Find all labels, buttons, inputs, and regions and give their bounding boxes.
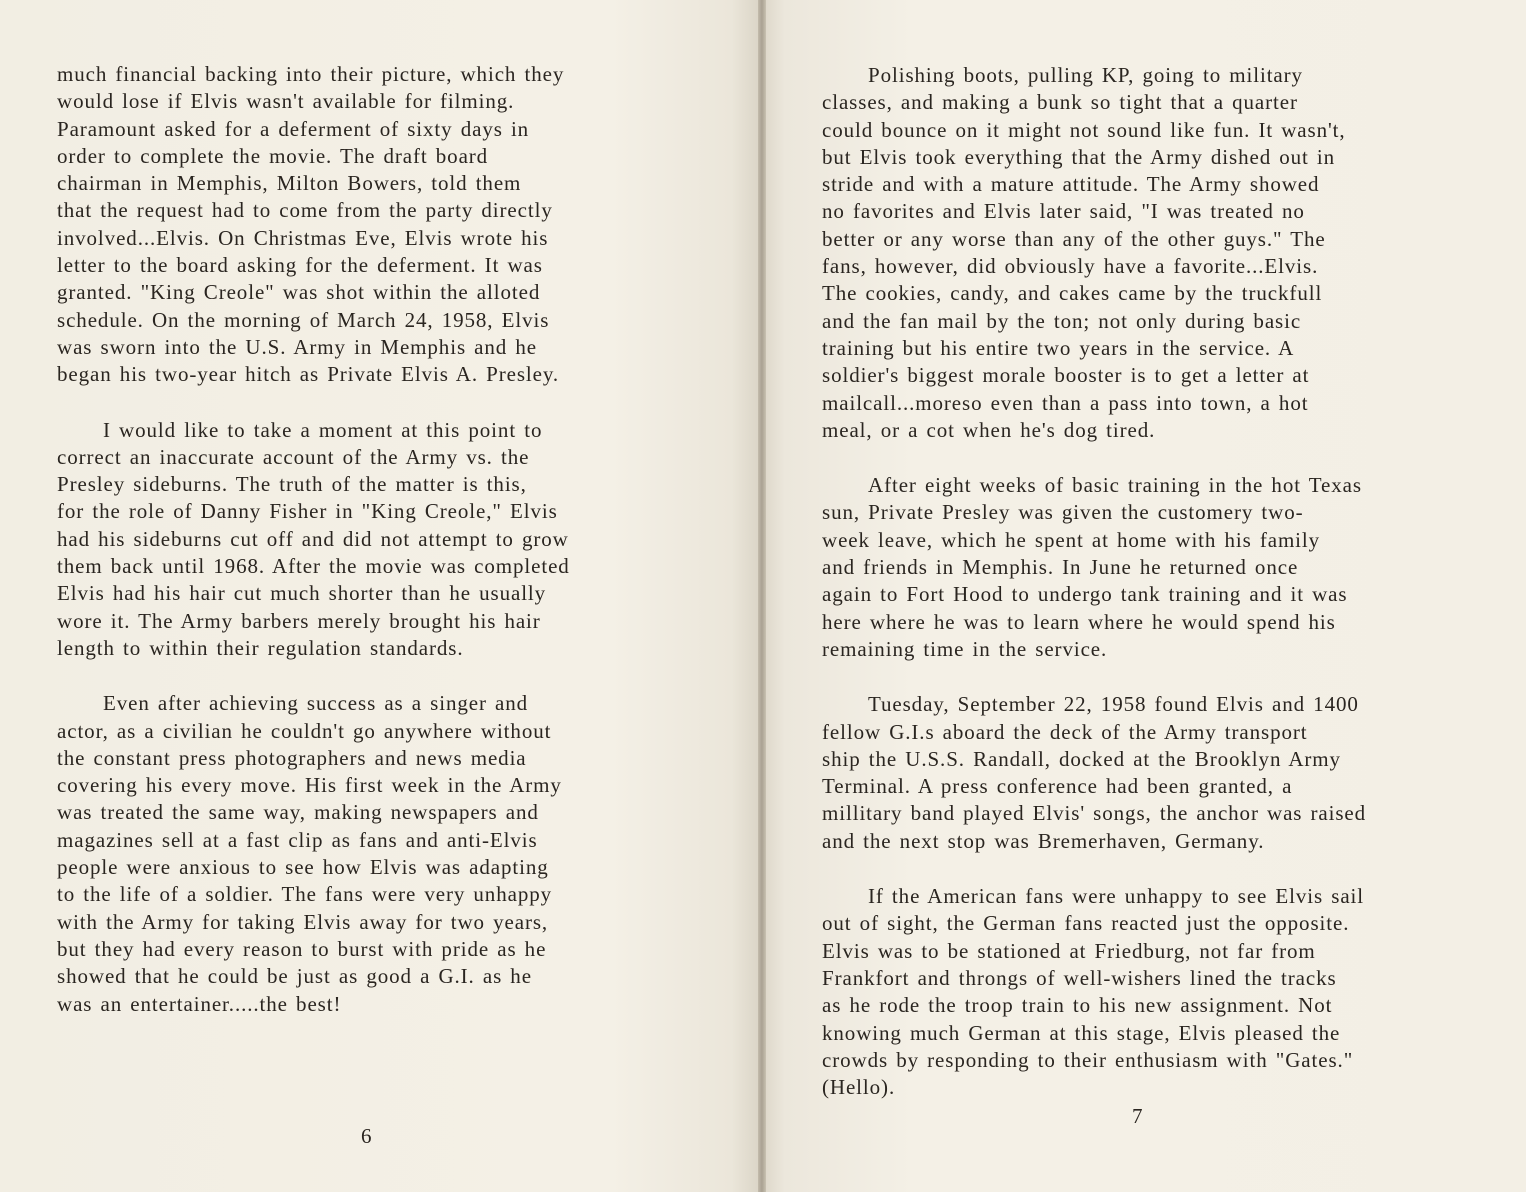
right-paragraph-2 xyxy=(822,472,1366,663)
text-line: correct an inaccurate account of the Army vs. the xyxy=(57,444,530,469)
text-line: again to Fort Hood to undergo tank training and it was xyxy=(822,582,1348,607)
text-line: Elvis was to be stationed at Friedburg, not far from xyxy=(822,938,1316,963)
text-line: was treated the same way, making newspapers and xyxy=(57,800,539,825)
text-line: and the next stop was Bremerhaven, Germany. xyxy=(822,828,1265,853)
left-paragraph-1 xyxy=(57,61,570,389)
text-line: stride and with a mature attitude. The Army showed xyxy=(822,172,1320,197)
text-line: length to within their regulation standards. xyxy=(57,635,464,660)
text-line: granted. "King Creole" was shot within the alloted xyxy=(57,280,541,305)
text-line: but they had every reason to burst with pride as he xyxy=(57,936,547,961)
right-page xyxy=(762,0,1526,1192)
text-line: knowing much German at this stage, Elvis pleased the xyxy=(822,1020,1341,1045)
text-line: classes, and making a bunk so tight that a quarter xyxy=(822,90,1298,115)
text-line: soldier's biggest morale booster is to get a letter at xyxy=(822,363,1310,388)
text-line: Polishing boots, pulling KP, going to military xyxy=(868,63,1303,87)
text-line: meal, or a cot when he's dog tired. xyxy=(822,417,1156,442)
right-paragraph-4 xyxy=(822,883,1366,1101)
page-number: 6 xyxy=(361,1124,372,1148)
text-line: Terminal. A press conference had been granted, a xyxy=(822,774,1293,799)
left-paragraph-3 xyxy=(57,690,570,1018)
text-line: people were anxious to see how Elvis was adapting xyxy=(57,855,549,880)
text-line: After eight weeks of basic training in the hot Texas xyxy=(868,473,1362,498)
right-paragraph-3 xyxy=(822,691,1366,855)
text-line: the constant press photographers and news media xyxy=(57,745,527,770)
text-line: as he rode the troop train to his new assignment. Not xyxy=(822,993,1333,1018)
text-line: magazines sell at a fast clip as fans and anti-Elvis xyxy=(57,827,538,852)
text-line: that the request had to come from the party directly xyxy=(57,198,553,223)
text-line: Paramount asked for a deferment of sixty days in xyxy=(57,116,530,141)
text-line: sun, Private Presley was given the customery two- xyxy=(822,500,1304,525)
text-line: better or any worse than any of the other guys." The xyxy=(822,226,1326,251)
right-paragraph-1 xyxy=(822,62,1366,444)
text-line: to the life of a soldier. The fans were very unhappy xyxy=(57,882,553,907)
text-line: training but his entire two years in the service. A xyxy=(822,335,1295,360)
text-line: was an entertainer.....the best! xyxy=(57,991,342,1016)
text-line: wore it. The Army barbers merely brought his hair xyxy=(57,608,541,633)
text-line: Frankfort and throngs of well-wishers lined the tracks xyxy=(822,965,1337,990)
text-line: covering his every move. His first week in the Army xyxy=(57,773,562,798)
text-line: week leave, which he spent at home with his family xyxy=(822,527,1321,552)
text-line: crowds by responding to their enthusiasm with "Gates." xyxy=(822,1047,1354,1072)
text-line: Even after achieving success as a singer and xyxy=(103,691,529,716)
book-gutter xyxy=(758,0,766,1192)
text-line: letter to the board asking for the deferment. It was xyxy=(57,253,543,278)
text-line: Tuesday, September 22, 1958 found Elvis and 1400 xyxy=(868,692,1359,717)
text-line: and the fan mail by the ton; not only during basic xyxy=(822,308,1302,333)
text-line: remaining time in the service. xyxy=(822,636,1108,661)
text-line: was sworn into the U.S. Army in Memphis and he xyxy=(57,334,537,359)
left-page xyxy=(0,0,762,1192)
text-line: schedule. On the morning of March 24, 1958, Elvis xyxy=(57,307,550,332)
text-line: had his sideburns cut off and did not attempt to grow xyxy=(57,526,569,551)
text-line: chairman in Memphis, Milton Bowers, told them xyxy=(57,171,522,196)
text-line: here where he was to learn where he would spend his xyxy=(822,609,1336,634)
text-line: began his two-year hitch as Private Elvis A. Presley. xyxy=(57,362,560,387)
left-page-text xyxy=(57,61,570,1018)
text-line: could bounce on it might not sound like fun. It wasn't, xyxy=(822,117,1346,142)
text-line: I would like to take a moment at this point to xyxy=(103,417,543,442)
text-line: and friends in Memphis. In June he returned once xyxy=(822,555,1299,580)
text-line: for the role of Danny Fisher in "King Creole," Elvis xyxy=(57,499,558,524)
text-line: The cookies, candy, and cakes came by the truckfull xyxy=(822,281,1323,306)
text-line: showed that he could be just as good a G.I. as he xyxy=(57,964,532,989)
text-line: Elvis had his hair cut much shorter than he usually xyxy=(57,581,547,606)
text-line: ship the U.S.S. Randall, docked at the Brooklyn Army xyxy=(822,746,1341,771)
text-line: Presley sideburns. The truth of the matter is this, xyxy=(57,472,527,497)
text-line: mailcall...moreso even than a pass into town, a hot xyxy=(822,390,1309,415)
text-line: would lose if Elvis wasn't available for filming. xyxy=(57,89,515,114)
text-line: much financial backing into their picture, which they xyxy=(57,62,565,86)
text-line: no favorites and Elvis later said, "I was treated no xyxy=(822,199,1305,224)
text-line: involved...Elvis. On Christmas Eve, Elvis wrote his xyxy=(57,225,549,250)
text-line: millitary band played Elvis' songs, the anchor was raised xyxy=(822,801,1367,826)
text-line: actor, as a civilian he couldn't go anywhere without xyxy=(57,718,552,743)
text-line: If the American fans were unhappy to see Elvis sail xyxy=(868,884,1365,909)
text-line: (Hello). xyxy=(822,1075,896,1100)
left-paragraph-2 xyxy=(57,417,570,663)
page-number: 7 xyxy=(1132,1104,1143,1128)
text-line: them back until 1968. After the movie was completed xyxy=(57,554,570,579)
text-line: but Elvis took everything that the Army dished out in xyxy=(822,144,1336,169)
text-line: with the Army for taking Elvis away for two years, xyxy=(57,909,549,934)
text-line: out of sight, the German fans reacted just the opposite. xyxy=(822,911,1350,936)
text-line: fans, however, did obviously have a favorite...Elvis. xyxy=(822,254,1319,279)
right-page-text xyxy=(822,62,1366,1101)
text-line: order to complete the movie. The draft board xyxy=(57,143,489,168)
text-line: fellow G.I.s aboard the deck of the Army transport xyxy=(822,719,1308,744)
